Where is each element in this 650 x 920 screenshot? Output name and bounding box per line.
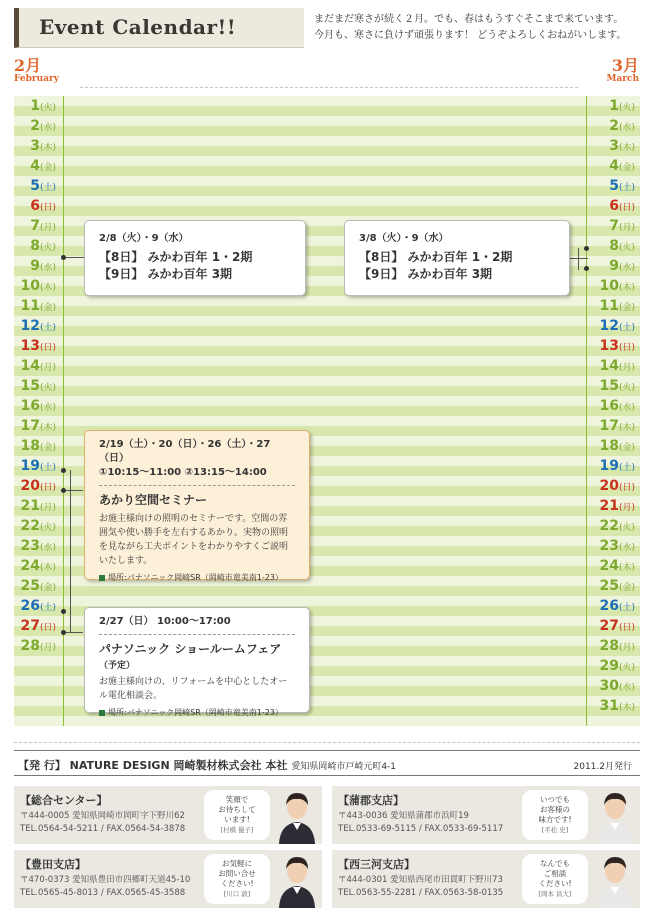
branch-name: 【蒲郡支店】 [338,794,404,807]
calendar-stripe [14,156,640,166]
mar-day-23 [579,536,635,558]
day-number: 14 [20,358,40,374]
event-place: 場所:パナソニック岡崎SR（岡崎市竜美南1-23） [108,708,283,717]
day-number: 10 [20,278,40,294]
calendar-stripe [14,186,640,196]
mar-day-6 [579,196,635,218]
day-weekday: (月) [39,363,56,373]
month-mar-num: 3月 [611,56,639,75]
day-weekday: (水) [618,403,635,413]
calendar-stripe [14,376,640,386]
bubble-line: いつでも [540,795,570,804]
month-label-feb [14,57,59,84]
day-weekday: (水) [39,123,56,133]
feb-day-15 [0,376,56,398]
feb-day-9 [0,256,56,278]
mar-day-22 [579,516,635,538]
day-weekday: (土) [618,323,635,333]
day-number: 10 [599,278,619,294]
day-weekday: (金) [39,303,56,313]
day-weekday: (土) [39,463,56,473]
feb-day-19 [0,456,56,478]
staff-name: [村橋 優子] [220,826,254,834]
day-number: 28 [599,638,619,654]
connector-dot [61,255,66,260]
feb-day-12 [0,316,56,338]
publisher-bar [14,750,640,776]
day-weekday: (日) [39,623,56,633]
day-weekday: (水) [618,123,635,133]
connector [63,257,85,258]
event-time: ①10:15～11:00 ②13:15～14:00 [99,467,267,478]
feb-day-1 [0,96,56,118]
calendar-stripe [14,296,640,306]
mar-day-14 [579,356,635,378]
day-weekday: (日) [39,483,56,493]
day-weekday: (火) [618,103,635,113]
day-number: 29 [599,658,619,674]
calendar-stripe [14,356,640,366]
day-weekday: (木) [39,143,56,153]
footer-divider [14,742,640,743]
calendar-stripe [14,366,640,376]
feb-day-10 [0,276,56,298]
day-weekday: (水) [618,543,635,553]
day-weekday: (土) [39,323,56,333]
calendar-stripe [14,106,640,116]
day-number: 25 [20,578,40,594]
day-weekday: (月) [618,363,635,373]
branch-contact [20,810,185,836]
branch-name: 【西三河支店】 [338,858,415,871]
day-weekday: (日) [618,343,635,353]
day-weekday: (火) [618,243,635,253]
mar-day-30 [579,676,635,698]
page-title: Event Calendar!! [39,15,237,39]
mar-day-10 [579,276,635,298]
day-number: 27 [20,618,40,634]
mar-day-11 [579,296,635,318]
speech-bubble [522,854,588,904]
mar-day-25 [579,576,635,598]
month-mar-en: March [606,74,639,84]
feb-day-27 [0,616,56,638]
feb-day-18 [0,436,56,458]
day-number: 25 [599,578,619,594]
branch-address: 〒444-0005 愛知県岡崎市岡町字下野川62 [20,811,185,821]
event-line: 【9日】 みかわ百年 3期 [99,267,233,281]
feb-day-26 [0,596,56,618]
mar-day-27 [579,616,635,638]
publisher-name: 【発 行】 NATURE DESIGN 岡崎製材株式会社 本社 [18,759,288,772]
speech-bubble [204,854,270,904]
bubble-line: お待ちして [218,805,256,814]
event-line: 【8日】 みかわ百年 1・2期 [99,250,253,264]
day-number: 4 [30,158,40,174]
connector [70,470,71,632]
day-number: 9 [609,258,619,274]
feb-day-14 [0,356,56,378]
speech-bubble [204,790,270,840]
feb-day-16 [0,396,56,418]
day-number: 1 [609,98,619,114]
calendar-stripe [14,326,640,336]
intro-line: 今月も、寒さに負けず頑張ります！ どうぞよろしくおねがいします。 [314,30,627,41]
day-number: 11 [599,298,619,314]
day-weekday: (金) [39,163,56,173]
calendar-stripe [14,306,640,316]
bullet-icon [99,710,105,716]
staff-name: [岡本 昌大] [538,890,572,898]
day-number: 5 [30,178,40,194]
feb-day-21 [0,496,56,518]
day-number: 8 [609,238,619,254]
day-weekday: (火) [618,383,635,393]
day-number: 22 [20,518,40,534]
event-title-note: （予定） [99,661,136,671]
day-weekday: (火) [39,383,56,393]
connector-dot [61,468,66,473]
calendar-stripe [14,386,640,396]
event-title: パナソニック ショールームフェア [99,642,282,656]
mar-day-5 [579,176,635,198]
calendar-stripe [14,196,640,206]
calendar-stripe [14,586,640,596]
mar-day-7 [579,216,635,238]
calendar-stripe [14,146,640,156]
bubble-line: ご相談 [543,869,567,878]
bubble-line: ください! [220,879,254,888]
event-place: 場所:パナソニック岡崎SR（岡崎市竜美南1-23） [108,573,283,582]
connector [570,258,588,259]
day-number: 16 [599,398,619,414]
day-weekday: (木) [39,563,56,573]
event-desc: お施主様向けの、リフォームを中心としたオール電化相談会。 [99,677,288,701]
calendar-stripe [14,406,640,416]
day-weekday: (土) [618,183,635,193]
day-number: 18 [20,438,40,454]
day-number: 24 [20,558,40,574]
day-weekday: (土) [618,463,635,473]
day-number: 5 [609,178,619,194]
feb-day-11 [0,296,56,318]
mar-day-19 [579,456,635,478]
header-divider [80,87,578,88]
calendar-stripe [14,136,640,146]
day-number: 21 [599,498,619,514]
speech-bubble [522,790,588,840]
bubble-line: お問い合せ [218,869,256,878]
event-title: あかり空間セミナー [99,493,208,507]
bubble-line: なんでも [540,859,570,868]
event-date: 2/8（火）・9（水） [99,233,189,244]
day-weekday: (木) [618,143,635,153]
day-number: 14 [599,358,619,374]
staff-photo [276,790,318,844]
day-number: 31 [599,698,619,714]
connector-dot [61,488,66,493]
day-weekday: (火) [39,103,56,113]
calendar-stripe [14,126,640,136]
day-number: 15 [20,378,40,394]
day-number: 3 [609,138,619,154]
bubble-line: 笑顔で [225,795,249,804]
day-weekday: (土) [618,603,635,613]
feb-day-8 [0,236,56,258]
day-number: 13 [599,338,619,354]
calendar-stripe [14,396,640,406]
connector-dot [61,609,66,614]
feb-day-13 [0,336,56,358]
day-weekday: (水) [618,683,635,693]
day-number: 24 [599,558,619,574]
day-number: 12 [599,318,619,334]
day-number: 6 [30,198,40,214]
event-date: 2/27（日） 10:00～17:00 [99,616,231,627]
day-weekday: (金) [618,443,635,453]
day-number: 12 [20,318,40,334]
day-weekday: (金) [618,303,635,313]
feb-day-25 [0,576,56,598]
branch-card [14,786,322,844]
calendar-stripe [14,416,640,426]
day-weekday: (火) [618,663,635,673]
connector [578,248,579,270]
feb-day-23 [0,536,56,558]
day-weekday: (木) [39,423,56,433]
feb-day-4 [0,156,56,178]
mar-day-28 [579,636,635,658]
intro-text [314,12,644,44]
event-line: 【9日】 みかわ百年 3期 [359,267,493,281]
intro-line: まだまだ寒さが続く２月。でも、春はもうすぐそこまで来ています。 [314,14,624,25]
mar-day-18 [579,436,635,458]
day-number: 22 [599,518,619,534]
branch-contact [20,874,190,900]
day-weekday: (月) [618,643,635,653]
day-weekday: (水) [618,263,635,273]
branch-card [14,850,322,908]
event-card-seminar [84,430,310,580]
day-weekday: (金) [618,163,635,173]
connector-dot [584,246,589,251]
calendar-stripe [14,206,640,216]
branch-address: 〒443-0036 愛知県蒲郡市浜町19 [338,811,469,821]
day-weekday: (金) [39,443,56,453]
day-weekday: (金) [618,583,635,593]
feb-day-7 [0,216,56,238]
day-number: 17 [599,418,619,434]
day-weekday: (火) [39,243,56,253]
day-number: 11 [20,298,40,314]
feb-day-24 [0,556,56,578]
branch-address: 〒470-0373 愛知県豊田市四郷町天道45-10 [20,875,191,885]
bubble-line: 味方です! [538,815,572,824]
event-card-mar-broadcast [344,220,570,296]
branch-tel: TEL.0565-45-8013 / FAX.0565-45-3588 [20,888,186,898]
event-card-feb-broadcast [84,220,306,296]
day-weekday: (金) [39,583,56,593]
issue-date: 2011.2月発行 [573,762,632,772]
calendar-stripe [14,116,640,126]
day-number: 18 [599,438,619,454]
mar-day-3 [579,136,635,158]
branch-address: 〒444-0301 愛知県西尾市田貫町下野川73 [338,875,503,885]
day-weekday: (木) [618,283,635,293]
month-feb-en: February [14,74,60,84]
mar-day-1 [579,96,635,118]
mar-day-17 [579,416,635,438]
branch-name: 【豊田支店】 [20,858,86,871]
event-desc: お施主様向けの照明のセミナーです。空間の雰囲気や使い勝手を左右するあかり。実物の照明を見ながら工夫ポイントをわかりやすくご説明いたします。 [99,514,289,566]
feb-day-20 [0,476,56,498]
day-number: 2 [30,118,40,134]
staff-name: [川口 敦] [223,890,251,898]
day-number: 8 [30,238,40,254]
branch-card [332,850,640,908]
calendar-stripe [14,166,640,176]
connector [63,632,83,633]
day-number: 20 [20,478,40,494]
day-number: 23 [20,538,40,554]
day-weekday: (月) [39,223,56,233]
day-number: 3 [30,138,40,154]
bubble-line: います! [224,815,250,824]
branch-name: 【総合センター】 [20,794,108,807]
day-weekday: (火) [618,523,635,533]
day-weekday: (月) [618,503,635,513]
feb-day-3 [0,136,56,158]
day-weekday: (土) [39,183,56,193]
branch-contact [338,874,503,900]
day-number: 16 [20,398,40,414]
mar-day-31 [579,696,635,718]
title-banner [14,8,304,48]
event-date: 2/19（土）・20（日）・26（土）・27（日） [99,439,271,464]
bubble-line: ください! [538,879,572,888]
day-weekday: (木) [39,283,56,293]
branch-tel: TEL.0563-55-2281 / FAX.0563-58-0135 [338,888,504,898]
branch-card [332,786,640,844]
connector-dot [584,266,589,271]
mar-day-29 [579,656,635,678]
calendar-stripe [14,346,640,356]
branch-tel: TEL.0564-54-5211 / FAX.0564-54-3878 [20,824,186,834]
day-number: 26 [599,598,619,614]
day-weekday: (水) [39,543,56,553]
day-weekday: (木) [618,563,635,573]
day-number: 19 [599,458,619,474]
mar-day-26 [579,596,635,618]
day-number: 27 [599,618,619,634]
day-weekday: (日) [618,483,635,493]
calendar-stripe [14,316,640,326]
day-number: 9 [30,258,40,274]
day-number: 7 [609,218,619,234]
day-number: 21 [20,498,40,514]
day-weekday: (木) [618,423,635,433]
feb-day-6 [0,196,56,218]
day-weekday: (水) [39,403,56,413]
bubble-line: お客様の [540,805,570,814]
mar-day-2 [579,116,635,138]
connector-dot [61,630,66,635]
day-number: 7 [30,218,40,234]
mar-day-24 [579,556,635,578]
day-number: 26 [20,598,40,614]
day-number: 2 [609,118,619,134]
event-line: 【8日】 みかわ百年 1・2期 [359,250,513,264]
feb-day-5 [0,176,56,198]
day-weekday: (土) [39,603,56,613]
day-number: 17 [20,418,40,434]
staff-name: [平松 史] [541,826,569,834]
day-weekday: (木) [618,703,635,713]
day-number: 13 [20,338,40,354]
day-number: 20 [599,478,619,494]
event-card-fair [84,607,310,717]
day-number: 15 [599,378,619,394]
day-weekday: (月) [39,503,56,513]
day-weekday: (月) [618,223,635,233]
month-label-mar [606,57,639,84]
day-number: 6 [609,198,619,214]
bullet-icon [99,575,105,581]
staff-photo [594,790,636,844]
staff-photo [594,854,636,908]
day-weekday: (日) [618,203,635,213]
calendar-stripe [14,336,640,346]
calendar-stripe [14,96,640,106]
day-weekday: (水) [39,263,56,273]
mar-day-20 [579,476,635,498]
bubble-line: お気軽に [222,859,252,868]
feb-day-22 [0,516,56,538]
mar-day-12 [579,316,635,338]
day-number: 23 [599,538,619,554]
feb-day-17 [0,416,56,438]
connector [63,490,83,491]
day-weekday: (火) [39,523,56,533]
day-weekday: (日) [39,343,56,353]
event-date: 3/8（火）・9（水） [359,233,449,244]
mar-day-4 [579,156,635,178]
staff-photo [276,854,318,908]
day-weekday: (日) [618,623,635,633]
feb-day-28 [0,636,56,658]
day-number: 4 [609,158,619,174]
feb-day-2 [0,116,56,138]
day-weekday: (日) [39,203,56,213]
calendar-stripe [14,596,640,606]
branch-contact [338,810,503,836]
mar-day-13 [579,336,635,358]
day-weekday: (月) [39,643,56,653]
month-feb-num: 2月 [14,56,42,75]
publisher-address: 愛知県岡崎市戸崎元町4-1 [291,762,397,772]
mar-day-21 [579,496,635,518]
day-number: 1 [30,98,40,114]
calendar-stripe [14,176,640,186]
mar-day-15 [579,376,635,398]
branch-tel: TEL.0533-69-5115 / FAX.0533-69-5117 [338,824,504,834]
day-number: 30 [599,678,619,694]
day-number: 19 [20,458,40,474]
mar-day-16 [579,396,635,418]
day-number: 28 [20,638,40,654]
